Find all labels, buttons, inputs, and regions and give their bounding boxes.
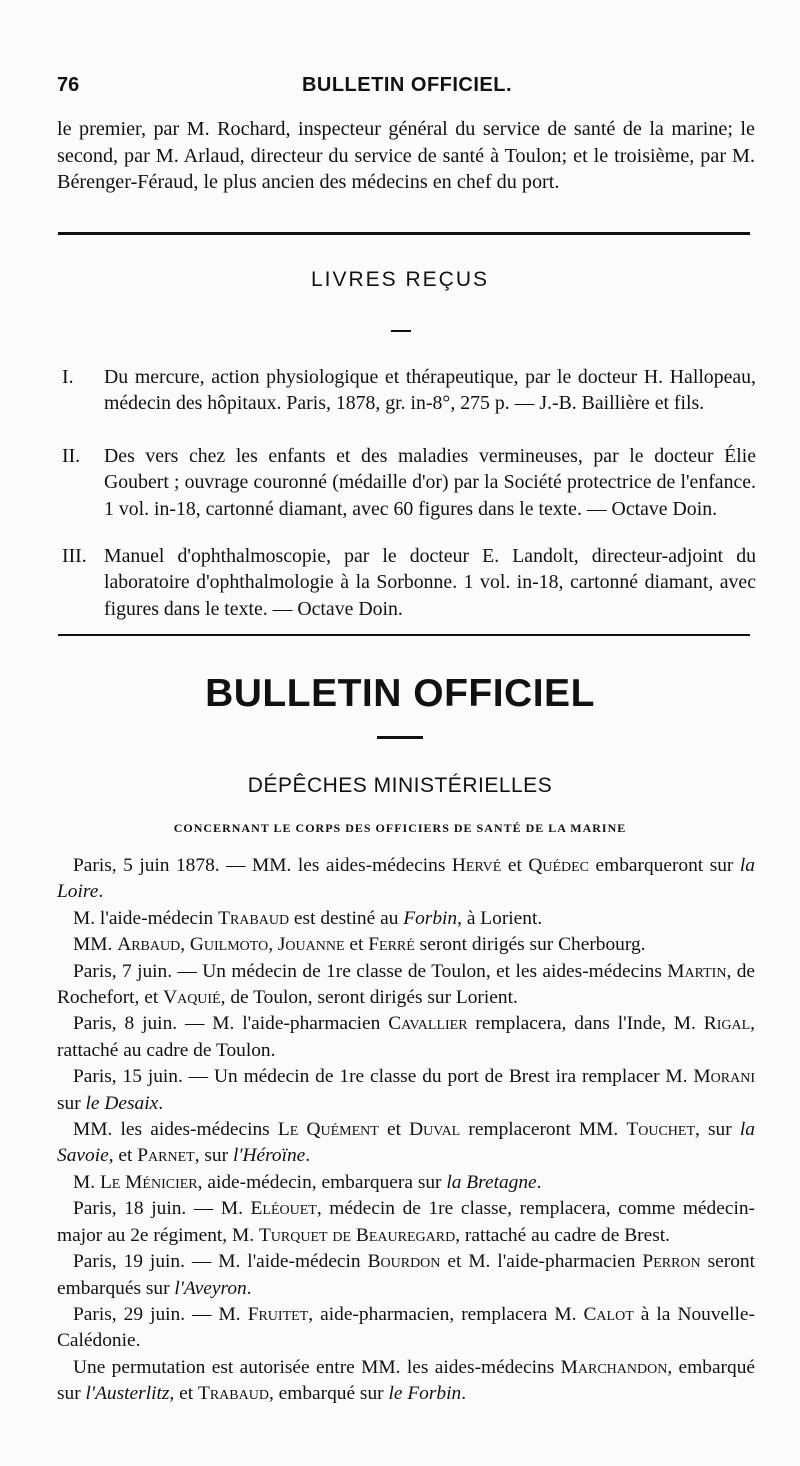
book-text: Du mercure, action physiologique et thérapeutique, par le docteur H. Hallopeau, médecin des hôpitaux. Paris, 1878, gr. in-8°, 275 p. — J.-B. Baillière et fils. xyxy=(104,366,756,415)
person-name: Morani xyxy=(693,1066,755,1088)
text-run: , et xyxy=(108,1145,138,1167)
text-run: et xyxy=(501,855,529,876)
person-name: Hervé xyxy=(451,855,502,876)
intro-line: et le troisième, par M. Bérenger-Féraud, le plus ancien des médecins en xyxy=(57,144,756,193)
book-numeral: II. xyxy=(62,445,81,467)
running-head xyxy=(57,74,757,104)
dispatch-paragraph xyxy=(57,1196,755,1249)
text-run: . xyxy=(246,1277,252,1299)
dispatch-paragraph xyxy=(57,906,755,932)
dispatch-paragraph xyxy=(57,1355,755,1408)
text-run: Paris, 7 juin. — Un médecin de 1re classe de Toulon, et les aides-médecins xyxy=(73,960,668,982)
text-run: , et xyxy=(169,1383,198,1405)
person-name: Ferré xyxy=(368,934,415,956)
dispatch-paragraph xyxy=(57,1117,755,1170)
text-run: . xyxy=(461,1383,467,1405)
ship-name: l'Austerlitz xyxy=(85,1383,170,1405)
depeches-heading: DÉPÊCHES MINISTÉRIELLES xyxy=(247,774,553,797)
book-numeral: III. xyxy=(62,545,87,567)
intro-paragraph xyxy=(57,116,755,196)
text-run: , aide-pharmacien, remplacera M. xyxy=(308,1303,584,1325)
intro-line: chef du port. xyxy=(456,171,560,193)
person-name: Martin xyxy=(667,960,727,982)
person-name: Vaquié xyxy=(163,987,221,1009)
text-run: , de Rochefort, et xyxy=(57,960,755,1009)
intro-line: le premier, par M. Rochard, inspecteur général du service de santé de la xyxy=(57,118,664,140)
ship-name: la Bretagne xyxy=(446,1171,537,1193)
ship-name: l'Aveyron xyxy=(174,1277,247,1299)
heading-dash xyxy=(377,736,423,739)
person-name: Parnet xyxy=(137,1145,195,1167)
dispatch-paragraph xyxy=(57,959,755,1012)
heading-dash xyxy=(391,330,411,332)
text-run: . xyxy=(158,1092,164,1114)
text-run: . xyxy=(305,1145,311,1167)
dispatch-paragraph xyxy=(57,1064,755,1117)
text-run: Paris, 5 juin 1878. — MM. les aides-médecins xyxy=(73,855,452,876)
person-name: Trabaud xyxy=(197,1383,269,1405)
person-name: Le Ménicier xyxy=(99,1171,198,1193)
intro-line: marine; le second, par M. Arlaud, directeur du service de santé à Toulon; xyxy=(57,118,755,167)
text-run: , embarqué sur xyxy=(268,1383,389,1405)
text-run: Paris, 29 juin. — M. xyxy=(73,1303,248,1325)
livres-recus-heading: LIVRES REÇUS xyxy=(310,268,490,291)
book-entry xyxy=(62,443,756,522)
text-run: MM. les aides-médecins xyxy=(73,1119,278,1141)
concernant-subheading: CONCERNANT LE CORPS DES OFFICIERS DE SANTÉ DE LA MARINE xyxy=(173,821,627,835)
book-entry xyxy=(62,543,756,622)
dispatch-paragraph xyxy=(57,1170,755,1196)
ship-name: l'Héroïne xyxy=(232,1145,306,1167)
text-run: . xyxy=(536,1171,542,1193)
person-name: Arbaud, Guilmoto, Jouanne xyxy=(117,934,345,956)
person-name: Le Quément xyxy=(277,1119,379,1141)
book-entry xyxy=(62,364,756,417)
text-run: remplaceront MM. xyxy=(460,1119,627,1141)
text-run: seront dirigés sur Cherbourg. xyxy=(414,934,646,956)
text-run: . xyxy=(98,881,104,903)
book-text: Manuel d'ophthalmoscopie, par le docteur E. Landolt, directeur-adjoint du laboratoire d'ophthalmologie à la Sorbonne. 1 vol. in-18, cartonné diamant, avec figures dans le texte. — Octave Doin. xyxy=(104,545,756,620)
person-name: Perron xyxy=(642,1251,701,1273)
text-run: M. xyxy=(73,1171,100,1193)
person-name: Rigal xyxy=(703,1013,751,1035)
page-number: 76 xyxy=(57,74,80,96)
text-run: et M. l'aide-pharmacien xyxy=(440,1251,643,1273)
text-run: M. l'aide-médecin xyxy=(73,907,219,929)
person-name: Fruitet xyxy=(247,1303,309,1325)
text-run: seront embarqués sur xyxy=(57,1251,755,1299)
text-run: Paris, 8 juin. — M. l'aide-pharmacien xyxy=(73,1013,389,1035)
text-run: , rattaché au cadre de Toulon. xyxy=(57,1013,756,1061)
text-run: et xyxy=(344,934,369,956)
dispatch-paragraph xyxy=(57,853,755,906)
section-divider xyxy=(58,634,750,636)
person-name: Touchet xyxy=(626,1119,695,1141)
book-numeral: I. xyxy=(62,366,74,388)
text-run: MM. xyxy=(73,934,118,956)
person-name: Quédec xyxy=(528,855,590,876)
text-run: à la Nouvelle-Calédonie. xyxy=(57,1303,755,1352)
text-run: , médecin de 1re classe, remplacera, comme médecin-major au 2e régiment, M. xyxy=(57,1198,755,1246)
text-run: , rattaché au cadre de Brest. xyxy=(455,1224,670,1246)
text-run: , embarqué sur xyxy=(57,1356,756,1405)
person-name: Duval xyxy=(409,1119,461,1141)
person-name: Trabaud xyxy=(218,907,290,929)
text-run: et xyxy=(378,1119,410,1141)
text-run: Paris, 18 juin. — M. xyxy=(73,1198,251,1220)
book-text: Des vers chez les enfants et des maladies vermineuses, par le docteur Élie Goubert ; ouvrage couronné (médaille d'or) par la Société protectrice de l'enfance. 1 vol. in-18, cartonné diamant, avec 60 figures dans le texte. — Octave Doin. xyxy=(104,445,756,520)
text-run: , sur xyxy=(695,1119,740,1141)
section-divider xyxy=(58,232,750,235)
dispatch-paragraph xyxy=(57,1011,755,1064)
person-name: Turquet de Beauregard xyxy=(258,1224,456,1246)
running-head-title: BULLETIN OFFICIEL. xyxy=(301,74,513,96)
dispatch-paragraph xyxy=(57,1249,755,1302)
text-run: , de Toulon, seront dirigés sur Lorient. xyxy=(220,987,518,1009)
ship-name: le Forbin xyxy=(388,1383,462,1405)
text-run: Une permutation est autorisée entre MM. les aides-médecins xyxy=(73,1356,561,1378)
text-run: , à Lorient. xyxy=(457,907,543,929)
text-run: embarqueront sur xyxy=(589,855,740,876)
ship-name: la Savoie xyxy=(57,1119,755,1167)
person-name: Calot xyxy=(583,1303,634,1325)
dispatch-paragraph xyxy=(57,1302,755,1355)
bulletin-officiel-heading: BULLETIN OFFICIEL xyxy=(205,672,595,715)
ship-name: Forbin xyxy=(403,907,458,929)
person-name: Eléouet xyxy=(250,1198,317,1220)
text-run: est destiné au xyxy=(289,907,404,929)
person-name: Cavallier xyxy=(388,1013,468,1035)
text-run: , sur xyxy=(194,1145,233,1167)
text-run: Paris, 19 juin. — M. l'aide-médecin xyxy=(73,1251,368,1273)
dispatch-paragraph xyxy=(57,932,755,958)
text-run: remplacera, dans l'Inde, M. xyxy=(467,1013,704,1035)
person-name: Marchandon xyxy=(560,1356,668,1378)
text-run: Paris, 15 juin. — Un médecin de 1re classe du port de Brest ira remplacer M. xyxy=(73,1066,694,1088)
person-name: Bourdon xyxy=(367,1251,441,1273)
ship-name: la Loire xyxy=(57,855,755,903)
text-run: , aide-médecin, embarquera sur xyxy=(197,1171,447,1193)
text-run: sur xyxy=(57,1092,86,1114)
ship-name: le Desaix xyxy=(85,1092,159,1114)
dispatches-body xyxy=(57,853,755,1408)
